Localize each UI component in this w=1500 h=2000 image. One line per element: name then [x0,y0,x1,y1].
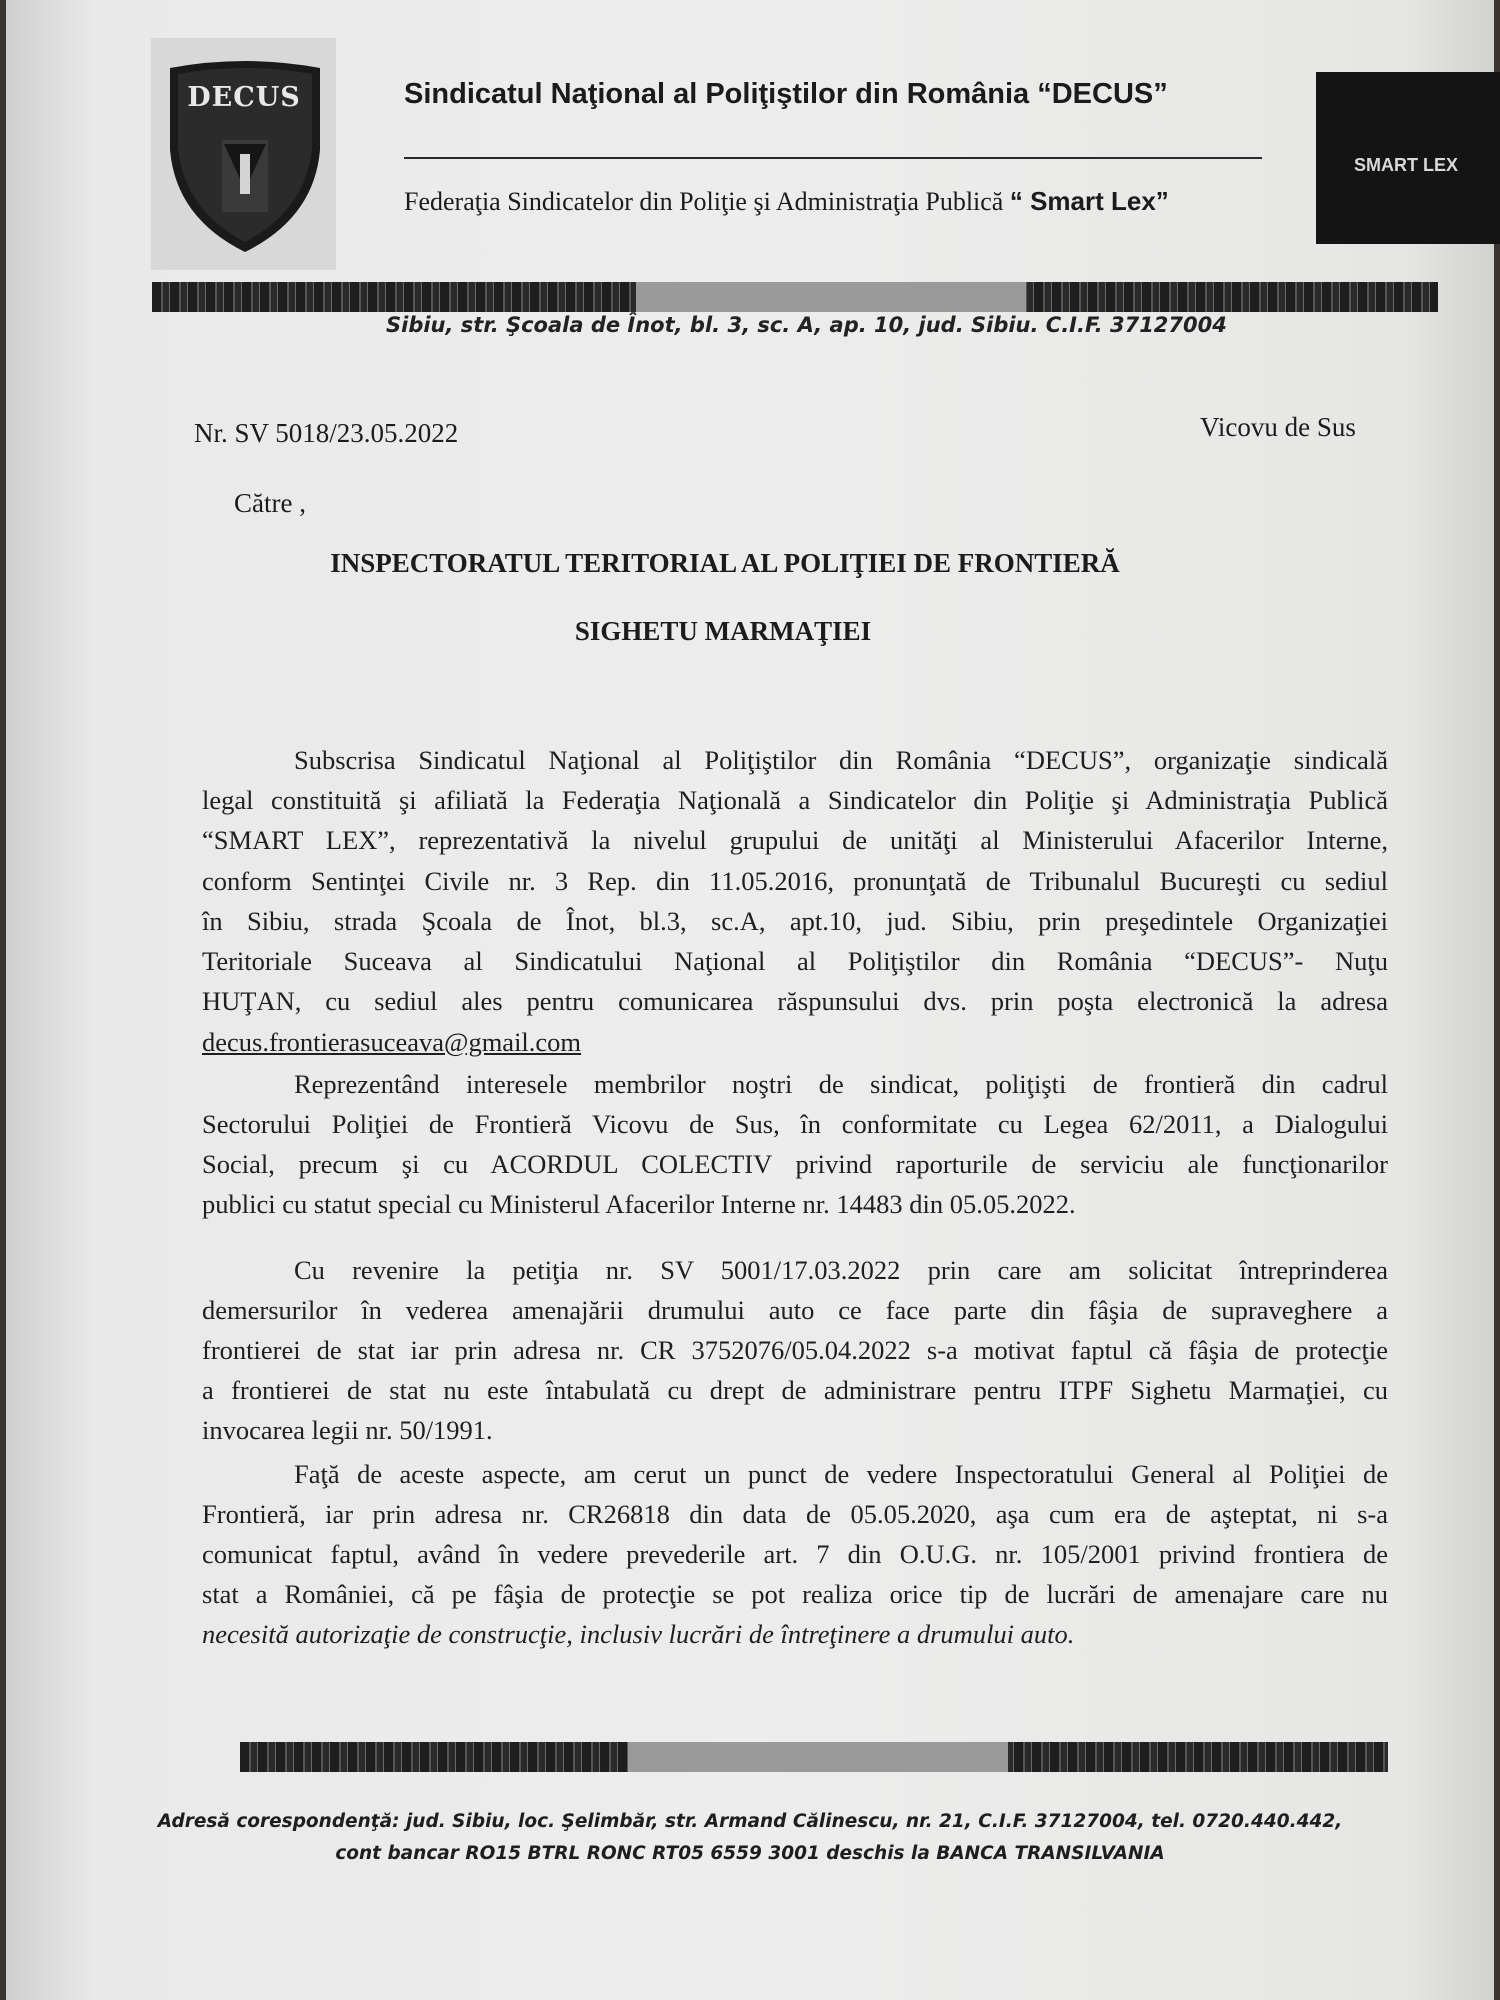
p2-line: Social, precum şi cu ACORDUL COLECTIV privind raporturile de serviciu ale funcţionarilor [202,1149,1388,1179]
p1-line: în Sibiu, strada Şcoala de Înot, bl.3, sc.A, apt.10, jud. Sibiu, prin preşedintele Organizaţiei [202,906,1388,936]
p4-line: necesită autorizaţie de construcţie, inclusiv lucrări de întreţinere a drumului auto. [202,1619,1075,1649]
header-band [152,282,1438,312]
federation-prefix: Federaţia Sindicatelor din Poliţie şi Administraţia Publică [404,187,1010,216]
p2-line: Sectorului Poliţiei de Frontieră Vicovu de Sus, în conformitate cu Legea 62/2011, a Dialogului [202,1109,1388,1139]
place: Vicovu de Sus [1200,412,1356,442]
p2-line: Reprezentând interesele membrilor noştri de sindicat, poliţişti de frontieră din cadrul [294,1069,1388,1099]
p1-line: Subscrisa Sindicatul Naţional al Poliţiştilor din România “DECUS”, organizaţie sindicală [294,745,1388,775]
p2-line: publici cu statut special cu Ministerul Afacerilor Interne nr. 14483 din 05.05.2022. [202,1189,1076,1219]
p3-line: demersurilor în vederea amenajării drumului auto ce face parte din fâşia de supraveghere a [202,1295,1388,1325]
federation-name [404,186,1169,217]
header-rule [404,157,1262,159]
p3-line: Cu revenire la petiţia nr. SV 5001/17.03.2022 prin care am solicitat întreprinderea [294,1255,1388,1285]
recipient-line-1: INSPECTORATUL TERITORIAL AL POLIŢIEI DE FRONTIERĂ [330,548,1120,578]
header-address: Sibiu, str. Şcoala de Înot, bl. 3, sc. A, ap. 10, jud. Sibiu. C.I.F. 37127004 [386,313,1227,337]
p1-line: conform Sentinţei Civile nr. 3 Rep. din 11.05.2016, pronunţată de Tribunalul Bucureşti cu sediul [202,866,1388,896]
organization-name: Sindicatul Naţional al Poliţiştilor din România “DECUS” [404,78,1168,110]
footer-line-2: cont bancar RO15 BTRL RONC RT05 6559 3001 deschis la BANCA TRANSILVANIA [335,1843,1165,1864]
logo-text: DECUS [187,82,301,113]
p3-line: a frontierei de stat nu este întabulată cu drept de administrare pentru ITPF Sighetu Marmaţiei, cu [202,1375,1388,1405]
p4-line: comunicat faptul, având în vedere prevederile art. 7 din O.U.G. nr. 105/2001 privind frontiera de [202,1539,1388,1569]
smart-lex-logo-text: SMART LEX [1354,155,1459,175]
footer-band [240,1742,1388,1772]
registration-number: Nr. SV 5018/23.05.2022 [194,418,459,448]
p4-line: stat a României, că pe fâşia de protecţie se pot realiza orice tip de lucrări de amenajare care nu [202,1579,1388,1609]
p3-line: frontierei de stat iar prin adresa nr. CR 3752076/05.04.2022 s-a motivat faptul că fâşia de protecţie [202,1335,1388,1365]
p4-line: Frontieră, iar prin adresa nr. CR26818 din data de 05.05.2020, aşa cum era de aşteptat, ni s-a [202,1499,1388,1529]
recipient-line-2: SIGHETU MARMAŢIEI [574,616,872,646]
p4-line: Faţă de aceste aspecte, am cerut un punct de vedere Inspectoratului General al Poliţiei de [294,1459,1388,1489]
p3-line: invocarea legii nr. 50/1991. [202,1415,493,1445]
footer-line-1: Adresă corespondenţă: jud. Sibiu, loc. Şelimbăr, str. Armand Călinescu, nr. 21, C.I.F. 37127004, tel. 0720.440.442, [157,1811,1343,1832]
to-label: Către , [234,488,306,518]
federation-brand: “ Smart Lex” [1009,186,1169,216]
p1-line: “SMART LEX”, reprezentativă la nivelul grupului de unităţi al Ministerului Afacerilor Interne, [202,825,1388,855]
p1-line: HUŢAN, cu sediul ales pentru comunicarea răspunsului dvs. prin poşta electronică la adresa [202,986,1388,1016]
p1-line: Teritoriale Suceava al Sindicatului Naţional al Poliţiştilor din România “DECUS”- Nuţu [202,946,1388,976]
p1-line: legal constituită şi afiliată la Federaţia Naţională a Sindicatelor din Poliţie şi Administraţia Publică [202,785,1388,815]
letter-page [6,0,1494,2000]
email-link[interactable]: decus.frontierasuceava@gmail.com [202,1027,582,1057]
